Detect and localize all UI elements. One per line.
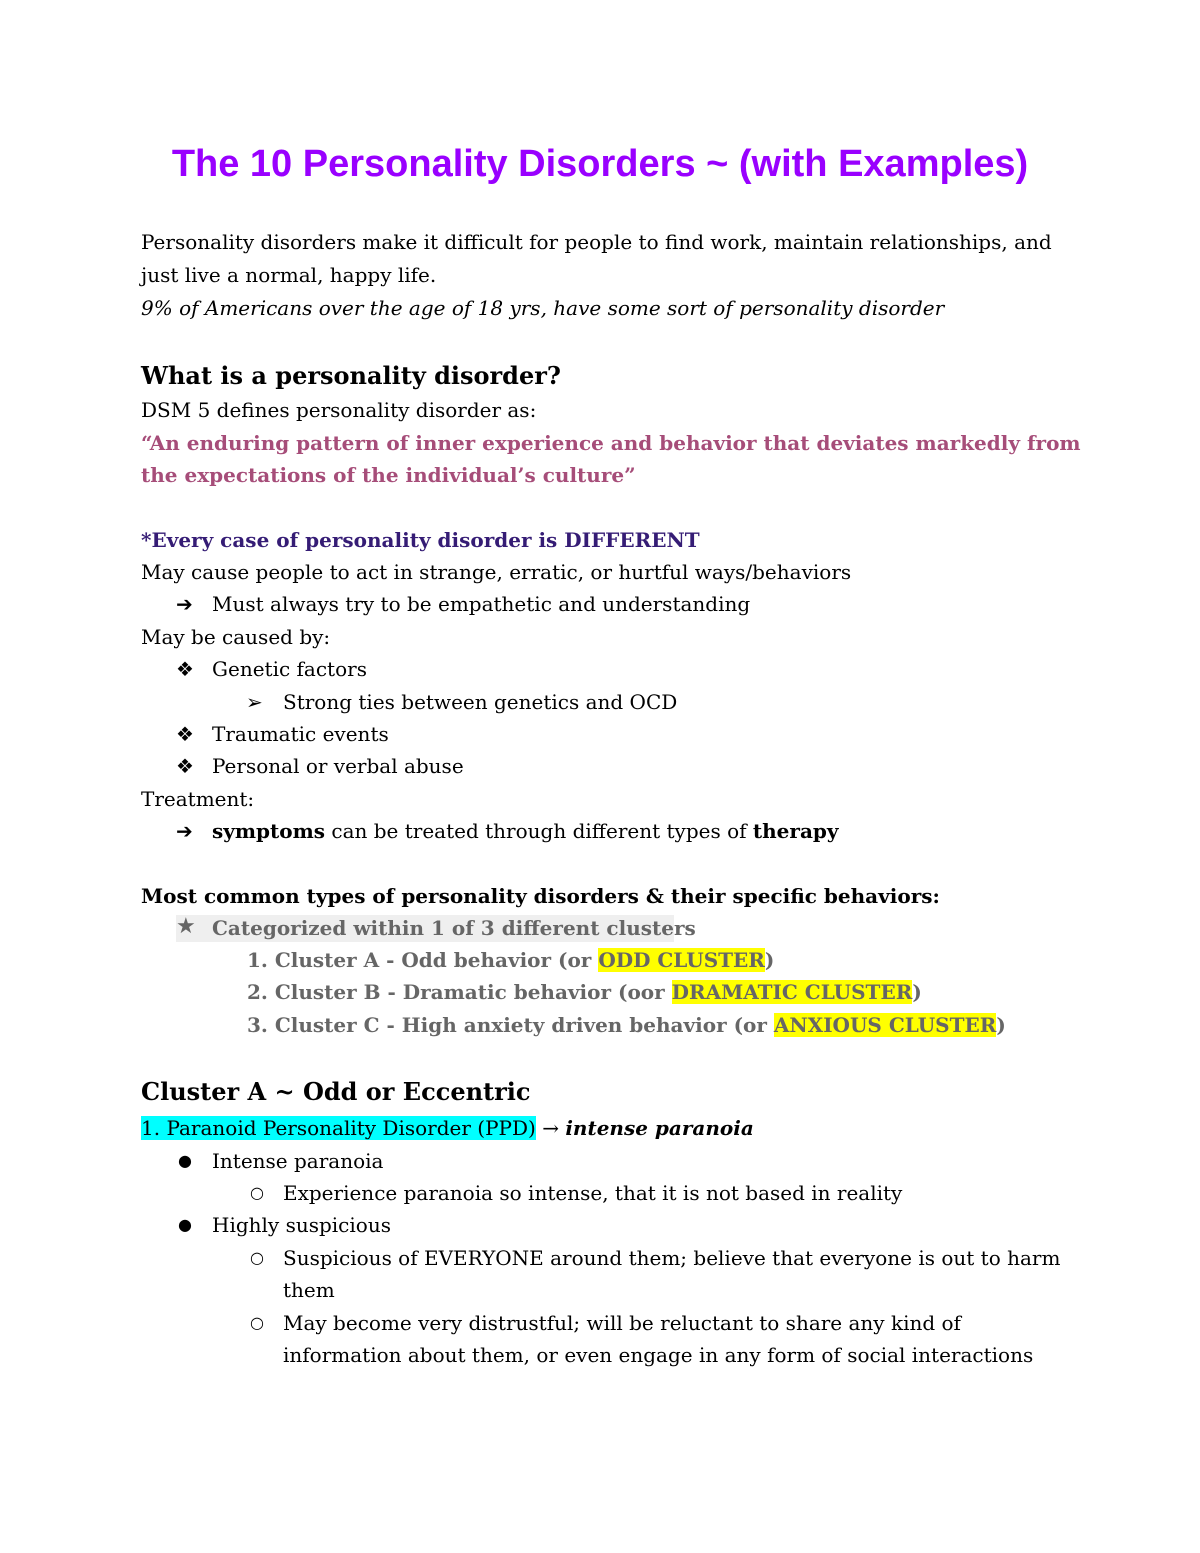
treatment-label: Treatment: [141,787,255,811]
arrow-icon: ➔ [176,819,193,843]
sub-bullet-item: Experience paranoia so intense, that it is not based in reality [283,1181,903,1205]
treatment-bold-therapy: therapy [752,819,839,843]
disc-bullet-icon: ● [178,1215,192,1234]
bullet-item: Highly suspicious [212,1213,391,1237]
definition-quote-line-1: “An enduring pattern of inner experience and behavior that deviates markedly from [141,431,1081,455]
cluster-item [247,978,922,1006]
cluster-close: ) [912,980,922,1004]
sub-bullet-item: Suspicious of EVERYONE around them; believe that everyone is out to harm [283,1246,1061,1270]
diamond-bullet-icon: ❖ [176,722,194,746]
dsm-line: DSM 5 defines personality disorder as: [141,398,537,422]
circle-bullet-icon: ○ [250,1183,264,1202]
sub-bullet-item-continued: them [283,1278,335,1302]
sub-bullet-item: May become very distrustful; will be reluctant to share any kind of [283,1311,961,1335]
different-note: *Every case of personality disorder is DIFFERENT [141,528,700,552]
intro-stat-text: 9% of Americans over the age of 18 yrs, have some sort of personality disorder [141,296,945,320]
cluster-number: 3. [247,1013,268,1037]
page-title: The 10 Personality Disorders ~ (with Examples) [171,143,1029,185]
cluster-item [247,946,774,974]
cluster-tag: ANXIOUS CLUSTER [773,1013,997,1037]
sub-bullet-item-continued: information about them, or even engage in any form of social interactions [283,1343,1034,1367]
cause-item: Traumatic events [212,722,389,746]
treatment-line [212,817,839,845]
categorized-line: Categorized within 1 of 3 different clusters [212,916,696,940]
arrow-icon: ➔ [176,592,193,616]
ppd-title: 1. Paranoid Personality Disorder (PPD) [141,1116,536,1140]
disc-bullet-icon: ● [178,1151,192,1170]
arrowhead-icon: ➢ [246,690,263,714]
cluster-text: Cluster C - High anxiety driven behavior (or [274,1013,774,1037]
cluster-close: ) [996,1013,1006,1037]
intro-line-2: just live a normal, happy life. [141,263,437,287]
intro-stat [141,294,944,322]
diamond-bullet-icon: ❖ [176,754,194,778]
cause-item: Genetic factors [212,657,367,681]
cause-item: Personal or verbal abuse [212,754,464,778]
ppd-tag: intense paranoia [565,1116,754,1140]
types-heading: Most common types of personality disorders & their specific behaviors: [141,884,940,908]
bullet-item: Intense paranoia [212,1149,384,1173]
ppd-line [141,1114,754,1142]
cluster-tag: ODD CLUSTER [598,948,765,972]
cluster-number: 2. [247,980,268,1004]
treatment-bold-symptoms: symptoms [212,819,326,843]
ppd-arrow: → [535,1116,566,1140]
cluster-a-heading: Cluster A ~ Odd or Eccentric [141,1077,531,1106]
cluster-number: 1. [247,948,268,972]
star-icon: ★ [176,914,196,939]
intro-line-1: Personality disorders make it difficult for people to find work, maintain relationships, and [141,230,1052,254]
diamond-bullet-icon: ❖ [176,657,194,681]
caused-by-label: May be caused by: [141,625,331,649]
cluster-text: Cluster A - Odd behavior (or [274,948,599,972]
empathetic-line: Must always try to be empathetic and understanding [212,592,751,616]
definition-heading: What is a personality disorder? [141,361,561,390]
cluster-close: ) [764,948,775,972]
cluster-tag: DRAMATIC CLUSTER [671,980,913,1004]
cluster-item [247,1011,1006,1039]
treatment-mid: can be treated through different types of [325,819,753,843]
definition-quote-line-2: the expectations of the individual’s culture” [141,463,636,487]
circle-bullet-icon: ○ [250,1313,264,1332]
cluster-text: Cluster B - Dramatic behavior (oor [274,980,672,1004]
genetic-sub-item: Strong ties between genetics and OCD [283,690,678,714]
may-cause-line: May cause people to act in strange, erratic, or hurtful ways/behaviors [141,560,852,584]
circle-bullet-icon: ○ [250,1248,264,1267]
